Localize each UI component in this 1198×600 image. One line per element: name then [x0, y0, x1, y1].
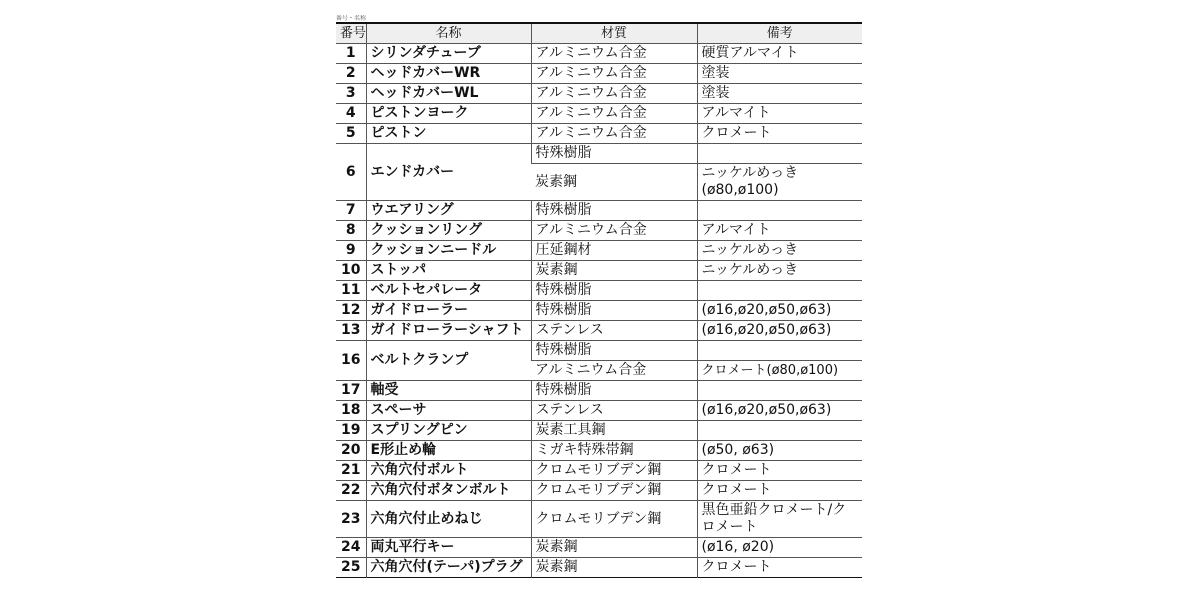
table-row [336, 558, 862, 578]
part-name: ピストン [366, 124, 531, 144]
table-row [336, 441, 862, 461]
row-number: 8 [336, 221, 366, 241]
part-name: ガイドローラーシャフト [366, 321, 531, 341]
part-material: 特殊樹脂 [531, 381, 697, 401]
table-row [336, 301, 862, 321]
part-note: (ø16,ø20,ø50,ø63) [697, 301, 862, 321]
part-note [697, 381, 862, 401]
part-note: クロメート [697, 481, 862, 501]
part-material: アルミニウム合金 [531, 44, 697, 64]
part-material: 炭素鋼 [531, 558, 697, 578]
part-name: 六角穴付(テーパ)プラグ [366, 558, 531, 578]
row-number: 21 [336, 461, 366, 481]
row-number: 5 [336, 124, 366, 144]
part-name: エンドカバー [366, 144, 531, 201]
part-note [697, 341, 862, 361]
table-row [336, 44, 862, 64]
part-note: 塗装 [697, 64, 862, 84]
part-material: 特殊樹脂 [531, 201, 697, 221]
part-note: アルマイト [697, 221, 862, 241]
part-name: シリンダチューブ [366, 44, 531, 64]
part-name: 六角穴付止めねじ [366, 501, 531, 538]
part-note-alt: クロメート(ø80,ø100) [697, 361, 862, 381]
table-row [336, 281, 862, 301]
part-note: クロメート [697, 461, 862, 481]
part-material: 特殊樹脂 [531, 341, 697, 361]
part-name: 両丸平行キー [366, 538, 531, 558]
row-number: 9 [336, 241, 366, 261]
part-name: ウエアリング [366, 201, 531, 221]
part-note [697, 144, 862, 164]
part-note: (ø16, ø20) [697, 538, 862, 558]
row-number: 2 [336, 64, 366, 84]
part-material: ステンレス [531, 321, 697, 341]
table-row [336, 501, 862, 538]
part-note-alt: ニッケルめっき(ø80,ø100) [697, 164, 862, 201]
part-name: ピストンヨーク [366, 104, 531, 124]
part-note: 黒色亜鉛クロメート/クロメート [697, 501, 862, 538]
row-number: 25 [336, 558, 366, 578]
part-name: 軸受 [366, 381, 531, 401]
part-note [697, 421, 862, 441]
part-name: ガイドローラー [366, 301, 531, 321]
table-row [336, 381, 862, 401]
part-name: クッションニードル [366, 241, 531, 261]
part-note [697, 201, 862, 221]
part-note [697, 281, 862, 301]
part-name: スプリングピン [366, 421, 531, 441]
part-material: アルミニウム合金 [531, 104, 697, 124]
row-number: 20 [336, 441, 366, 461]
part-note: ニッケルめっき [697, 261, 862, 281]
part-material: クロムモリブデン鋼 [531, 461, 697, 481]
row-number: 6 [336, 144, 366, 201]
part-name: クッションリング [366, 221, 531, 241]
part-note: クロメート [697, 124, 862, 144]
part-material: クロムモリブデン鋼 [531, 501, 697, 538]
row-number: 19 [336, 421, 366, 441]
part-material: 炭素工具鋼 [531, 421, 697, 441]
row-number: 22 [336, 481, 366, 501]
part-note: (ø50, ø63) [697, 441, 862, 461]
table-caption: 番号・名称 [336, 15, 367, 22]
part-name: 六角穴付ボルト [366, 461, 531, 481]
part-note: クロメート [697, 558, 862, 578]
row-number: 7 [336, 201, 366, 221]
header-material: 材質 [531, 23, 697, 44]
row-number: 11 [336, 281, 366, 301]
part-material: 特殊樹脂 [531, 144, 697, 164]
table-row [336, 421, 862, 441]
row-number: 3 [336, 84, 366, 104]
table-row [336, 144, 862, 164]
part-name: ベルトセパレータ [366, 281, 531, 301]
row-number: 4 [336, 104, 366, 124]
part-material: クロムモリブデン鋼 [531, 481, 697, 501]
part-material: アルミニウム合金 [531, 84, 697, 104]
row-number: 1 [336, 44, 366, 64]
part-name: E形止め輪 [366, 441, 531, 461]
header-no: 番号 [336, 23, 366, 44]
table-row [336, 461, 862, 481]
part-material: 特殊樹脂 [531, 301, 697, 321]
row-number: 16 [336, 341, 366, 381]
row-number: 24 [336, 538, 366, 558]
part-name: スペーサ [366, 401, 531, 421]
part-material-alt: 炭素鋼 [531, 164, 697, 201]
header-note: 備考 [697, 23, 862, 44]
row-number: 17 [336, 381, 366, 401]
part-note: アルマイト [697, 104, 862, 124]
parts-table [336, 22, 862, 578]
header-row [336, 23, 862, 44]
table-row [336, 84, 862, 104]
part-note: (ø16,ø20,ø50,ø63) [697, 321, 862, 341]
table-row [336, 201, 862, 221]
part-material: アルミニウム合金 [531, 221, 697, 241]
table-row [336, 241, 862, 261]
part-material: ステンレス [531, 401, 697, 421]
table-row [336, 124, 862, 144]
part-material: ミガキ特殊帯鋼 [531, 441, 697, 461]
part-note: 硬質アルマイト [697, 44, 862, 64]
part-material: 圧延鋼材 [531, 241, 697, 261]
part-note: (ø16,ø20,ø50,ø63) [697, 401, 862, 421]
parts-list [336, 15, 862, 578]
part-name: ヘッドカバーWR [366, 64, 531, 84]
table-row [336, 221, 862, 241]
table-row [336, 321, 862, 341]
table-row [336, 481, 862, 501]
row-number: 13 [336, 321, 366, 341]
row-number: 10 [336, 261, 366, 281]
table-row [336, 401, 862, 421]
row-number: 18 [336, 401, 366, 421]
part-name: ヘッドカバーWL [366, 84, 531, 104]
part-material: アルミニウム合金 [531, 64, 697, 84]
table-row [336, 64, 862, 84]
table-row [336, 261, 862, 281]
part-name: 六角穴付ボタンボルト [366, 481, 531, 501]
header-name: 名称 [366, 23, 531, 44]
row-number: 12 [336, 301, 366, 321]
table-row [336, 538, 862, 558]
part-note: 塗装 [697, 84, 862, 104]
table-row [336, 341, 862, 361]
table-row [336, 104, 862, 124]
row-number: 23 [336, 501, 366, 538]
part-material: 炭素鋼 [531, 261, 697, 281]
part-material: アルミニウム合金 [531, 124, 697, 144]
part-note: ニッケルめっき [697, 241, 862, 261]
part-name: ストッパ [366, 261, 531, 281]
part-material: 炭素鋼 [531, 538, 697, 558]
part-name: ベルトクランプ [366, 341, 531, 381]
part-material-alt: アルミニウム合金 [531, 361, 697, 381]
part-material: 特殊樹脂 [531, 281, 697, 301]
